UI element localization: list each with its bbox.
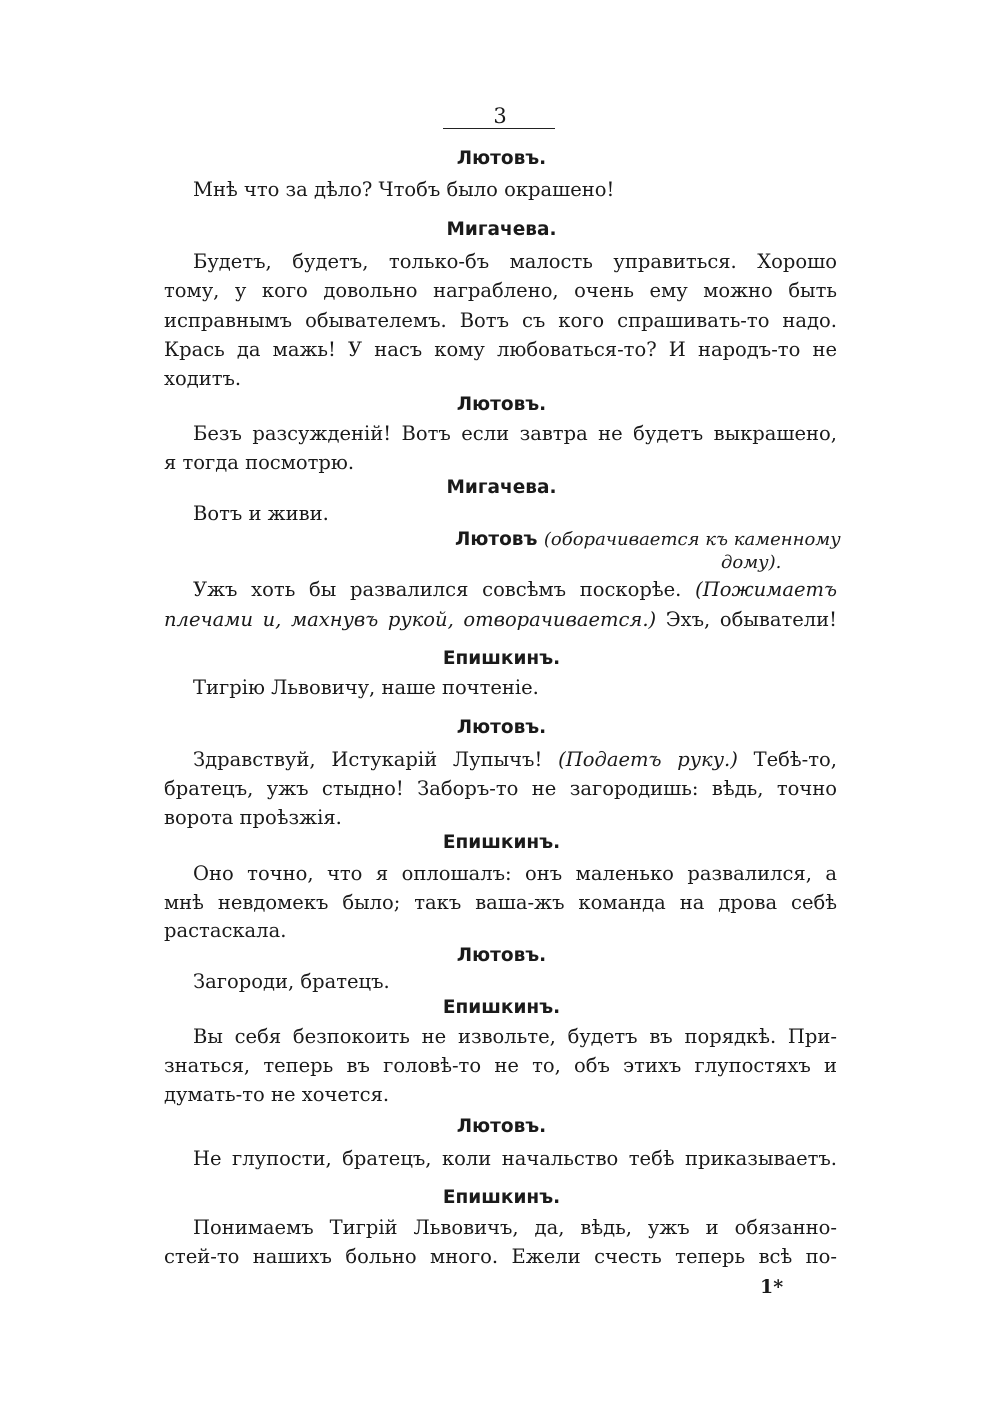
stage-direction: (Пожимаетъ [695,578,837,601]
stage-direction: плечами и, махнувъ рукой, отворачивается.) [164,608,657,631]
speaker-name: Лютовъ. [456,148,547,169]
speaker-name: Лютовъ. [456,945,547,966]
text-line: плечами и, махнувъ рукой, отворачивается.) Эхъ, обыватели! [164,608,838,631]
text-line: братецъ, ужъ стыдно! Заборъ-то не загородишь: вѣдь, точно [164,777,837,800]
text-line: Понимаемъ Тигрій Львовичъ, да, вѣдь, ужъ и обязанно- [193,1216,837,1239]
page-number: 3 [493,104,507,128]
text-line: ворота проѣзжія. [164,806,342,829]
signature-mark: 1* [760,1276,784,1298]
text-line: знаться, теперь въ головѣ-то не то, объ этихъ глупостяхъ и [164,1054,837,1077]
text-line: стей-то нашихъ больно много. Ежели счесть теперь всѣ по- [164,1245,837,1268]
speaker-name: Лютовъ. [456,1116,547,1137]
speaker-name: Епишкинъ. [442,1187,561,1208]
stage-direction: дому). [721,552,782,573]
text-line: думать-то не хочется. [164,1083,390,1106]
speaker-label: Лютовъ [455,529,538,550]
text-line: Мнѣ что за дѣло? Чтобъ было окрашено! [193,178,615,201]
text-line: мнѣ невдомекъ было; такъ ваша-жъ команда на дрова себѣ [164,891,837,914]
speaker-name: Епишкинъ. [442,832,561,853]
text-line: Оно точно, что я оплошалъ: онъ маленько развалился, а [193,862,837,885]
text-line: ходитъ. [164,367,242,390]
speaker-name: Епишкинъ. [442,648,561,669]
text-line: Не глупости, братецъ, коли начальство тебѣ приказываетъ. [193,1147,837,1170]
text-line: Безъ разсужденій! Вотъ если завтра не будетъ выкрашено, [193,422,837,445]
stage-direction: (оборачивается къ каменному [543,529,841,550]
speaker-name: Лютовъ. [456,717,547,738]
stage-direction: (Подаетъ руку.) [558,748,738,771]
speaker-name: Лютовъ. [456,394,547,415]
text-line: Ужъ хоть бы развалился совсѣмъ поскорѣе. (Пожимаетъ [193,578,837,601]
text-line: я тогда посмотрю. [164,451,355,474]
speaker-name: Епишкинъ. [442,997,561,1018]
text-line: тому, у кого довольно награблено, очень ему можно быть [164,279,837,302]
text-line: Крась да мажь! У насъ кому любоваться-то? И народъ-то не [164,338,837,361]
speaker-name: Мигачева. [446,219,557,240]
text-line: растаскала. [164,919,287,942]
text-line: Вы себя безпокоить не извольте, будетъ въ порядкѣ. При- [193,1025,837,1048]
text-line: исправнымъ обывателемъ. Вотъ съ кого спрашивать-то надо. [164,309,837,332]
speaker-name [455,528,841,552]
speaker-name: Мигачева. [446,477,557,498]
text-line: Здравствуй, Истукарій Лупычъ! (Подаетъ руку.) Тебѣ-то, [193,748,837,771]
text-line: Загороди, братецъ. [193,970,390,993]
text-line: Будетъ, будетъ, только-бъ малость управиться. Хорошо [193,250,837,273]
header-rule [443,128,555,129]
text-line: Тигрію Львовичу, наше почтеніе. [193,676,539,699]
text-line: Вотъ и живи. [193,502,329,525]
